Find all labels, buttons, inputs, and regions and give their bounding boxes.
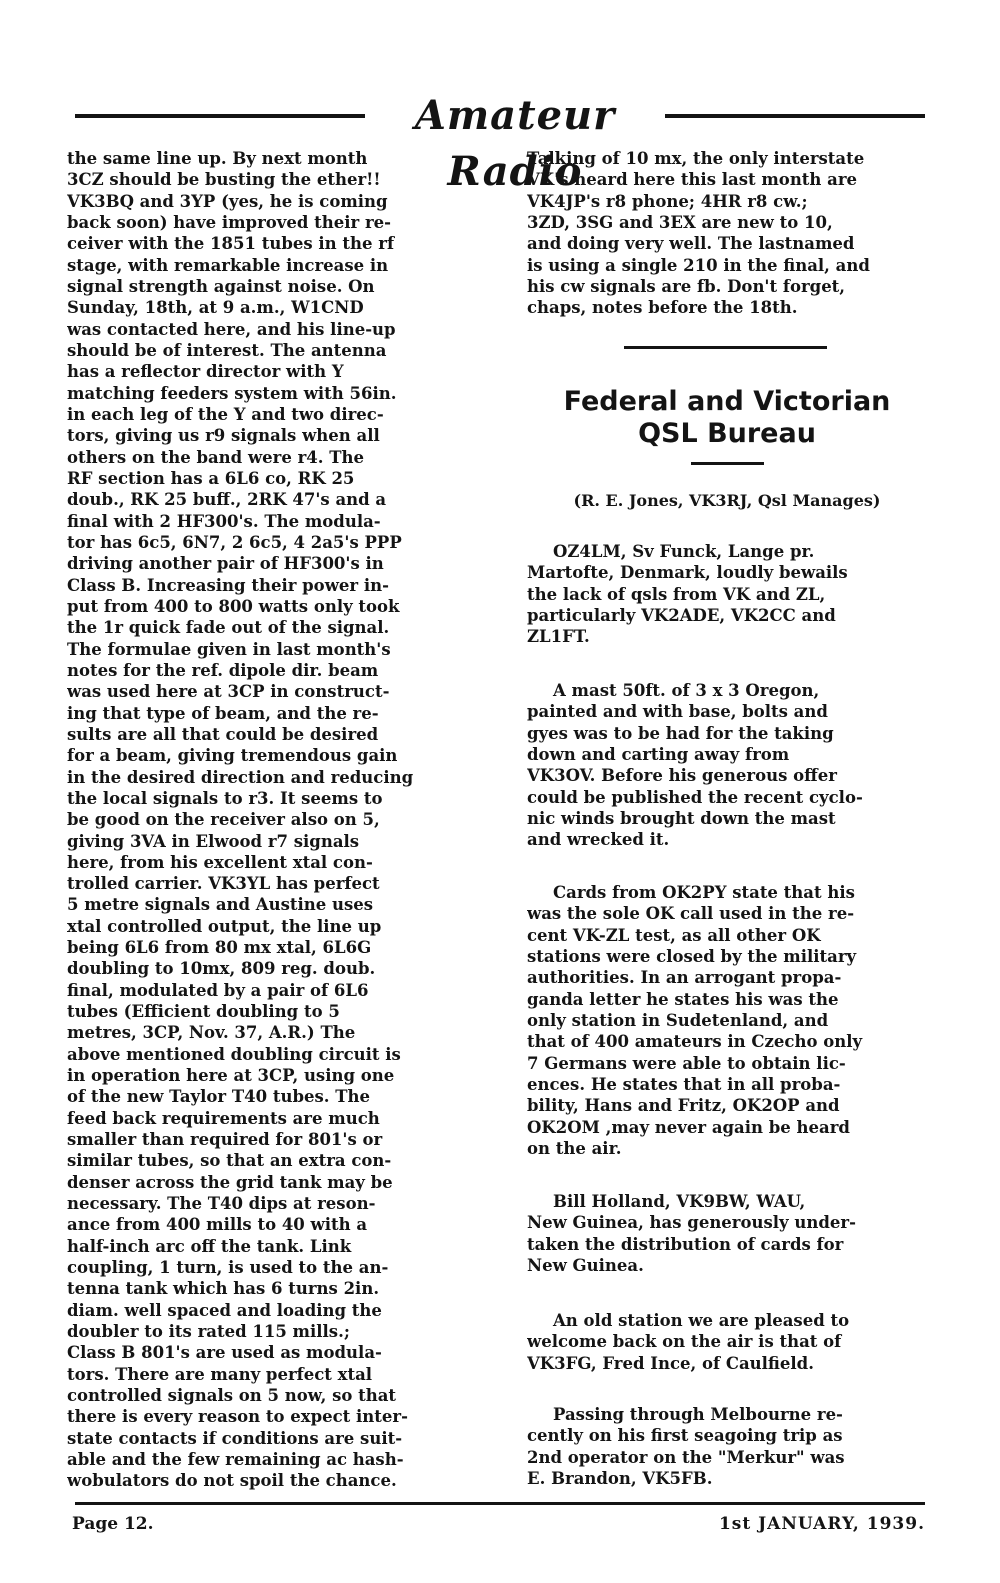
text-line: the same line up. By next month: [67, 149, 368, 168]
text-line: Cards from OK2PY state that his: [553, 883, 855, 902]
text-line: notes for the ref. dipole dir. beam: [67, 660, 379, 680]
text-line: that of 400 amateurs in Czecho only: [527, 1032, 863, 1052]
text-line: back soon) have improved their re-: [67, 212, 392, 232]
section-divider: [624, 346, 827, 349]
text-line: ganda letter he states his was the: [527, 989, 839, 1009]
text-line: doub., RK 25 buff., 2RK 47's and a: [67, 490, 387, 510]
text-line: painted and with base, bolts and: [527, 702, 828, 722]
text-line: was the sole OK call used in the re-: [527, 904, 855, 924]
text-line: his cw signals are fb. Don't forget,: [527, 276, 846, 296]
text-line: on the air.: [527, 1138, 622, 1158]
text-line: VK3OV. Before his generous offer: [527, 766, 837, 786]
text-line: 3ZD, 3SG and 3EX are new to 10,: [527, 212, 833, 232]
text-line: 5 metre signals and Austine uses: [67, 895, 374, 915]
text-line: could be published the recent cyclo-: [527, 787, 863, 807]
text-line: was contacted here, and his line-up: [67, 319, 396, 339]
text-line: wobulators do not spoil the chance.: [67, 1471, 397, 1491]
text-line: ance from 400 mills to 40 with a: [67, 1215, 368, 1235]
page-number: Page 12.: [72, 1514, 154, 1534]
text-line: final with 2 HF300's. The modula-: [67, 511, 381, 531]
text-line: down and carting away from: [527, 744, 790, 764]
text-line: controlled signals on 5 now, so that: [67, 1386, 397, 1406]
text-line: Bill Holland, VK9BW, WAU,: [553, 1192, 806, 1211]
text-line: in the desired direction and reducing: [67, 767, 414, 787]
text-line: has a reflector director with Y: [67, 362, 344, 382]
text-line: An old station we are pleased to: [553, 1311, 850, 1330]
paragraph: [527, 1191, 927, 1276]
masthead-rule-right: [665, 114, 925, 118]
text-line: Class B 801's are used as modula-: [67, 1343, 382, 1363]
text-line: gyes was to be had for the taking: [527, 723, 834, 743]
right-column-intro: [527, 148, 927, 319]
text-line: stations were closed by the military: [527, 946, 857, 966]
text-line: signal strength against noise. On: [67, 276, 375, 296]
text-line: bility, Hans and Fritz, OK2OP and: [527, 1096, 840, 1116]
paragraph: [527, 882, 927, 1159]
text-line: taken the distribution of cards for: [527, 1234, 844, 1254]
text-line: the 1r quick fade out of the signal.: [67, 618, 390, 638]
text-line: VK4JP's r8 phone; 4HR r8 cw.;: [527, 191, 808, 211]
text-line: ing that type of beam, and the re-: [67, 703, 379, 723]
text-line: tors, giving us r9 signals when all: [67, 426, 380, 446]
text-line: able and the few remaining ac hash-: [67, 1450, 404, 1470]
text-line: stage, with remarkable increase in: [67, 255, 389, 275]
text-line: was used here at 3CP in construct-: [67, 682, 390, 702]
issue-date: 1st JANUARY, 1939.: [718, 1514, 925, 1534]
text-line: particularly VK2ADE, VK2CC and: [527, 605, 836, 625]
text-line: VK3FG, Fred Ince, of Caulfield.: [527, 1353, 814, 1373]
text-line: doubling to 10mx, 809 reg. doub.: [67, 959, 376, 979]
text-line: 7 Germans were able to obtain lic-: [527, 1053, 846, 1073]
paragraph: [527, 1404, 927, 1489]
text-line: cently on his first seagoing trip as: [527, 1426, 843, 1446]
text-line: half-inch arc off the tank. Link: [67, 1236, 352, 1256]
title-underline: [691, 462, 764, 465]
text-line: New Guinea.: [527, 1255, 644, 1275]
text-line: only station in Sudetenland, and: [527, 1010, 829, 1030]
text-line: chaps, notes before the 18th.: [527, 298, 798, 318]
text-line: nic winds brought down the mast: [527, 808, 836, 828]
text-line: similar tubes, so that an extra con-: [67, 1151, 392, 1171]
text-line: xtal controlled output, the line up: [67, 916, 382, 936]
text-line: tubes (Efficient doubling to 5: [67, 1002, 340, 1022]
masthead-rule-left: [75, 114, 365, 118]
text-line: authorities. In an arrogant propa-: [527, 968, 842, 988]
text-line: there is every reason to expect inter-: [67, 1407, 408, 1427]
text-line: cent VK-ZL test, as all other OK: [527, 925, 821, 945]
text-line: The formulae given in last month's: [67, 639, 391, 659]
text-line: of the new Taylor T40 tubes. The: [67, 1087, 371, 1107]
text-line: above mentioned doubling circuit is: [67, 1044, 401, 1064]
text-line: be good on the receiver also on 5,: [67, 810, 380, 830]
text-line: VK3BQ and 3YP (yes, he is coming: [67, 191, 388, 211]
text-line: and wrecked it.: [527, 830, 670, 850]
text-line: Passing through Melbourne re-: [553, 1405, 843, 1424]
text-line: final, modulated by a pair of 6L6: [67, 980, 369, 1000]
text-line: E. Brandon, VK5FB.: [527, 1468, 713, 1488]
text-line: being 6L6 from 80 mx xtal, 6L6G: [67, 938, 372, 958]
text-line: coupling, 1 turn, is used to the an-: [67, 1258, 389, 1278]
text-line: tenna tank which has 6 turns 2in.: [67, 1279, 380, 1299]
text-line: tors. There are many perfect xtal: [67, 1364, 373, 1384]
text-line: welcome back on the air is that of: [527, 1332, 842, 1352]
text-line: 2nd operator on the "Merkur" was: [527, 1447, 845, 1467]
text-line: necessary. The T40 dips at reson-: [67, 1194, 376, 1214]
text-line: ZL1FT.: [527, 627, 590, 647]
text-line: diam. well spaced and loading the: [67, 1300, 382, 1320]
text-line: here, from his excellent xtal con-: [67, 852, 373, 872]
text-line: feed back requirements are much: [67, 1108, 380, 1128]
masthead-title: Amateur Radio: [414, 92, 616, 195]
text-line: is using a single 210 in the final, and: [527, 255, 870, 275]
text-line: doubler to its rated 115 mills.;: [67, 1322, 350, 1342]
text-line: giving 3VA in Elwood r7 signals: [67, 831, 360, 851]
text-line: and doing very well. The lastnamed: [527, 234, 855, 254]
text-line: Martofte, Denmark, loudly bewails: [527, 563, 848, 583]
text-line: OZ4LM, Sv Funck, Lange pr.: [553, 542, 815, 561]
text-line: should be of interest. The antenna: [67, 340, 387, 360]
paragraph: [527, 1310, 927, 1374]
text-line: ceiver with the 1851 tubes in the rf: [67, 234, 395, 254]
text-line: Sunday, 18th, at 9 a.m., W1CND: [67, 298, 364, 318]
text-line: sults are all that could be desired: [67, 724, 379, 744]
text-line: state contacts if conditions are suit-: [67, 1428, 403, 1448]
text-line: others on the band were r4. The: [67, 447, 365, 467]
text-line: ences. He states that in all proba-: [527, 1074, 841, 1094]
footer-rule: [75, 1502, 925, 1505]
text-line: in each leg of the Y and two direc-: [67, 404, 384, 424]
text-line: for a beam, giving tremendous gain: [67, 746, 398, 766]
section-title: [527, 386, 927, 450]
text-line: trolled carrier. VK3YL has perfect: [67, 874, 380, 894]
text-line: A mast 50ft. of 3 x 3 Oregon,: [553, 681, 820, 700]
paragraph: [527, 680, 927, 851]
paragraph: [527, 541, 927, 648]
text-line: the lack of qsls from VK and ZL,: [527, 584, 826, 604]
text-line: 3CZ should be busting the ether!!: [67, 170, 381, 190]
text-line: New Guinea, has generously under-: [527, 1213, 856, 1233]
left-column: [67, 148, 467, 1492]
text-line: denser across the grid tank may be: [67, 1172, 393, 1192]
text-line: smaller than required for 801's or: [67, 1130, 383, 1150]
text-line: in operation here at 3CP, using one: [67, 1066, 395, 1086]
text-line: Talking of 10 mx, the only interstate: [527, 149, 865, 168]
text-line: Class B. Increasing their power in-: [67, 575, 389, 595]
text-line: matching feeders system with 56in.: [67, 383, 397, 403]
text-line: put from 400 to 800 watts only took: [67, 596, 400, 616]
section-title-line-2: QSL Bureau: [638, 418, 816, 449]
text-line: the local signals to r3. It seems to: [67, 788, 383, 808]
text-line: tor has 6c5, 6N7, 2 6c5, 4 2a5's PPP: [67, 532, 402, 552]
text-line: VK's heard here this last month are: [527, 170, 858, 190]
text-line: driving another pair of HF300's in: [67, 554, 384, 574]
text-line: OK2OM ,may never again be heard: [527, 1117, 850, 1137]
text-line: RF section has a 6L6 co, RK 25: [67, 468, 355, 488]
text-line: metres, 3CP, Nov. 37, A.R.) The: [67, 1023, 356, 1043]
byline: (R. E. Jones, VK3RJ, Qsl Manages): [573, 491, 881, 510]
section-title-line-1: Federal and Victorian: [563, 386, 891, 417]
